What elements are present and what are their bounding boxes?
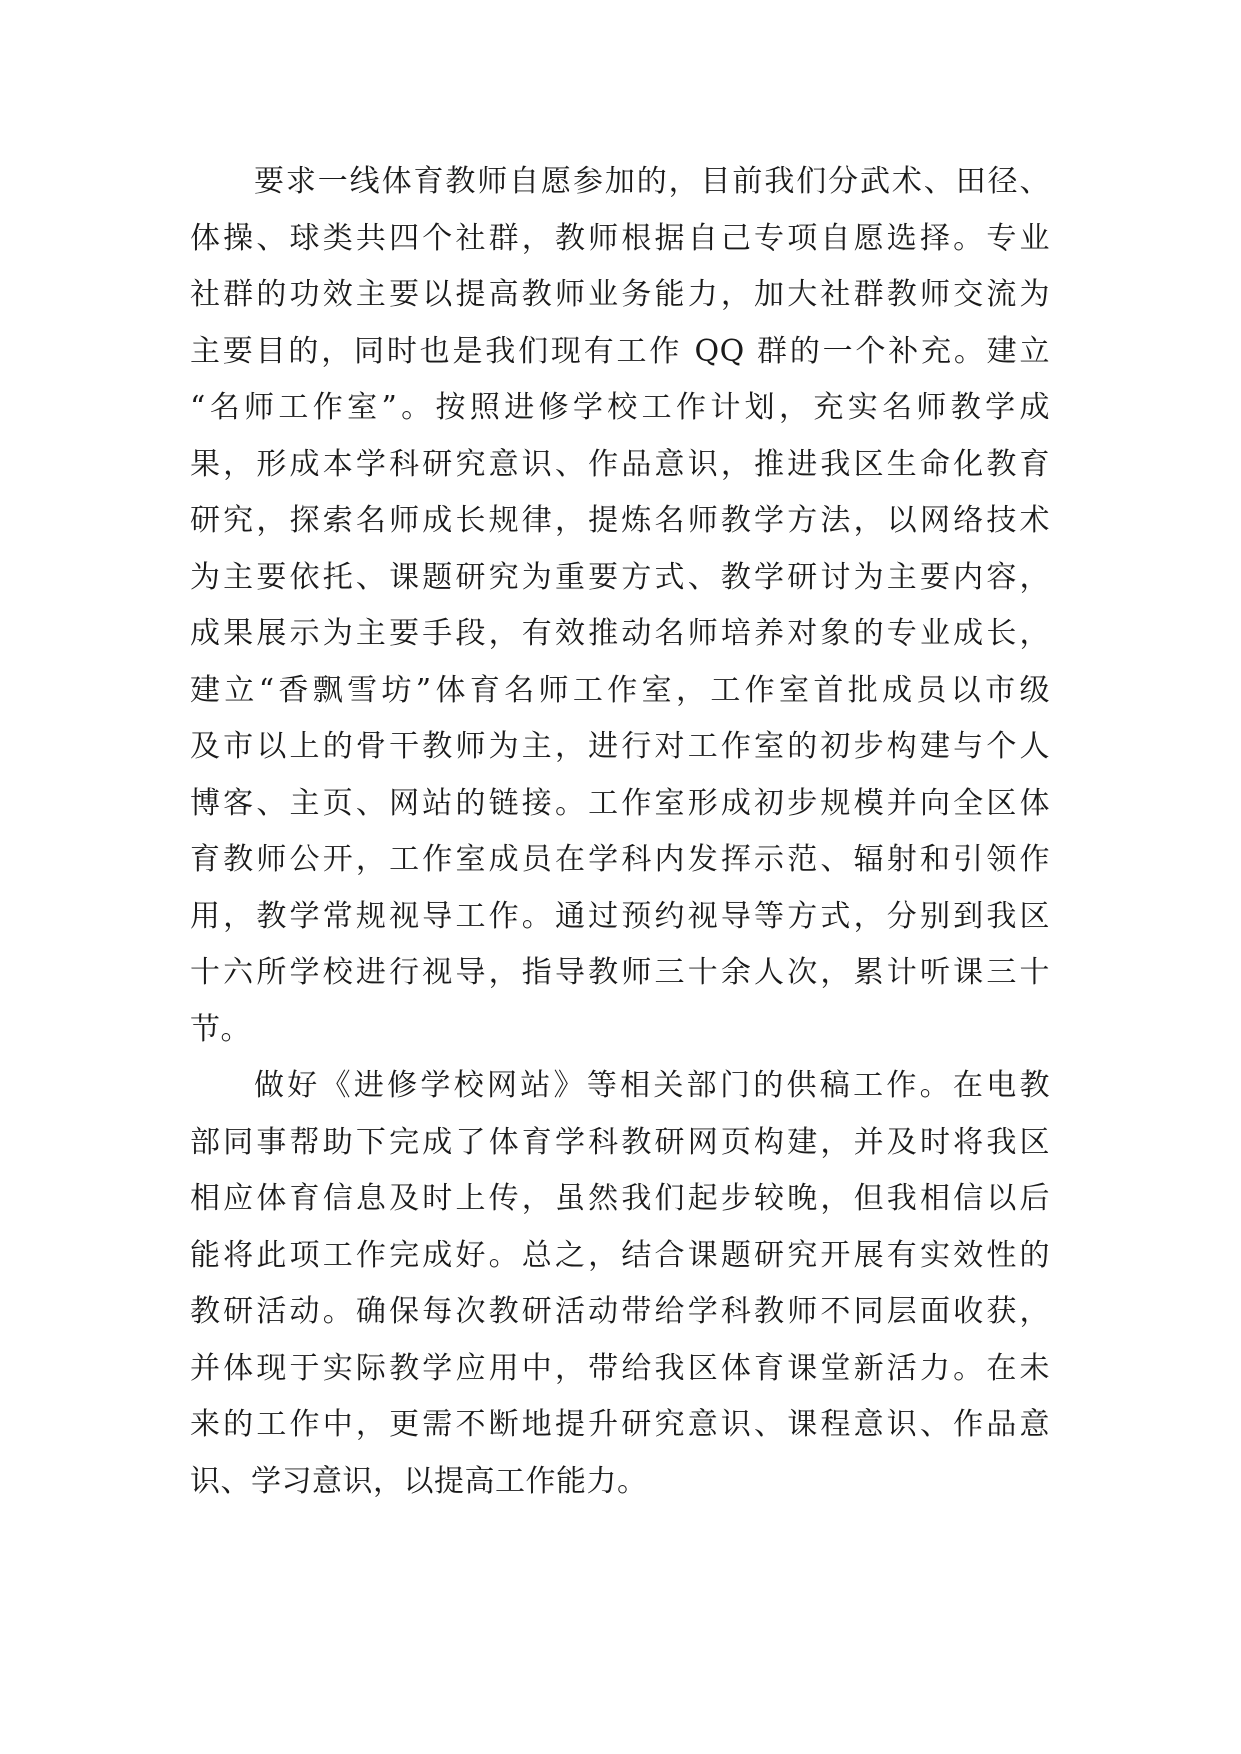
paragraph-line: 用，教学常规视导工作。通过预约视导等方式，分别到我区 [190, 898, 1050, 934]
paragraph-line: 节。 [190, 1011, 251, 1047]
paragraph-line: 要求一线体育教师自愿参加的，目前我们分武术、田径、 [254, 164, 1050, 199]
document-body [190, 154, 1050, 1510]
paragraph-line: 及市以上的骨干教师为主，进行对工作室的初步构建与个人 [190, 729, 1050, 764]
paragraph-line: 主要目的，同时也是我们现有工作 QQ 群的一个补充。建立 [190, 333, 1050, 369]
paragraph-line: 为主要依托、课题研究为重要方式、教学研讨为主要内容， [190, 559, 1050, 595]
paragraph-line: 成果展示为主要手段，有效推动名师培养对象的专业成长， [190, 616, 1050, 651]
paragraph-line: 教研活动。确保每次教研活动带给学科教师不同层面收获， [190, 1294, 1050, 1329]
paragraph-line: 部同事帮助下完成了体育学科教研网页构建，并及时将我区 [190, 1124, 1050, 1160]
paragraph-line: 研究，探索名师成长规律，提炼名师教学方法，以网络技术 [190, 503, 1050, 538]
paragraph-line: 做好《进修学校网站》等相关部门的供稿工作。在电教 [254, 1068, 1050, 1103]
paragraph-line: 社群的功效主要以提高教师业务能力，加大社群教师交流为 [190, 277, 1050, 312]
paragraph-line: 十六所学校进行视导，指导教师三十余人次，累计听课三十 [190, 955, 1050, 990]
paragraph-line: “名师工作室”。按照进修学校工作计划，充实名师教学成 [190, 390, 1050, 425]
paragraph-line: 能将此项工作完成好。总之，结合课题研究开展有实效性的 [190, 1237, 1050, 1273]
paragraph-line: 识、学习意识，以提高工作能力。 [190, 1463, 648, 1499]
paragraph-line: 体操、球类共四个社群，教师根据自己专项自愿选择。专业 [190, 220, 1050, 256]
paragraph-line: 并体现于实际教学应用中，带给我区体育课堂新活力。在未 [190, 1350, 1050, 1386]
paragraph-2 [190, 1058, 1050, 1510]
paragraph-line: 果，形成本学科研究意识、作品意识，推进我区生命化教育 [190, 446, 1050, 482]
paragraph-line: 育教师公开，工作室成员在学科内发挥示范、辐射和引领作 [190, 842, 1050, 877]
paragraph-line: 建立“香飘雪坊”体育名师工作室，工作室首批成员以市级 [190, 672, 1050, 708]
paragraph-1 [190, 154, 1050, 1058]
paragraph-line: 博客、主页、网站的链接。工作室形成初步规模并向全区体 [190, 785, 1050, 821]
paragraph-line: 来的工作中，更需不断地提升研究意识、课程意识、作品意 [190, 1407, 1050, 1442]
paragraph-line: 相应体育信息及时上传，虽然我们起步较晚，但我相信以后 [190, 1181, 1050, 1216]
